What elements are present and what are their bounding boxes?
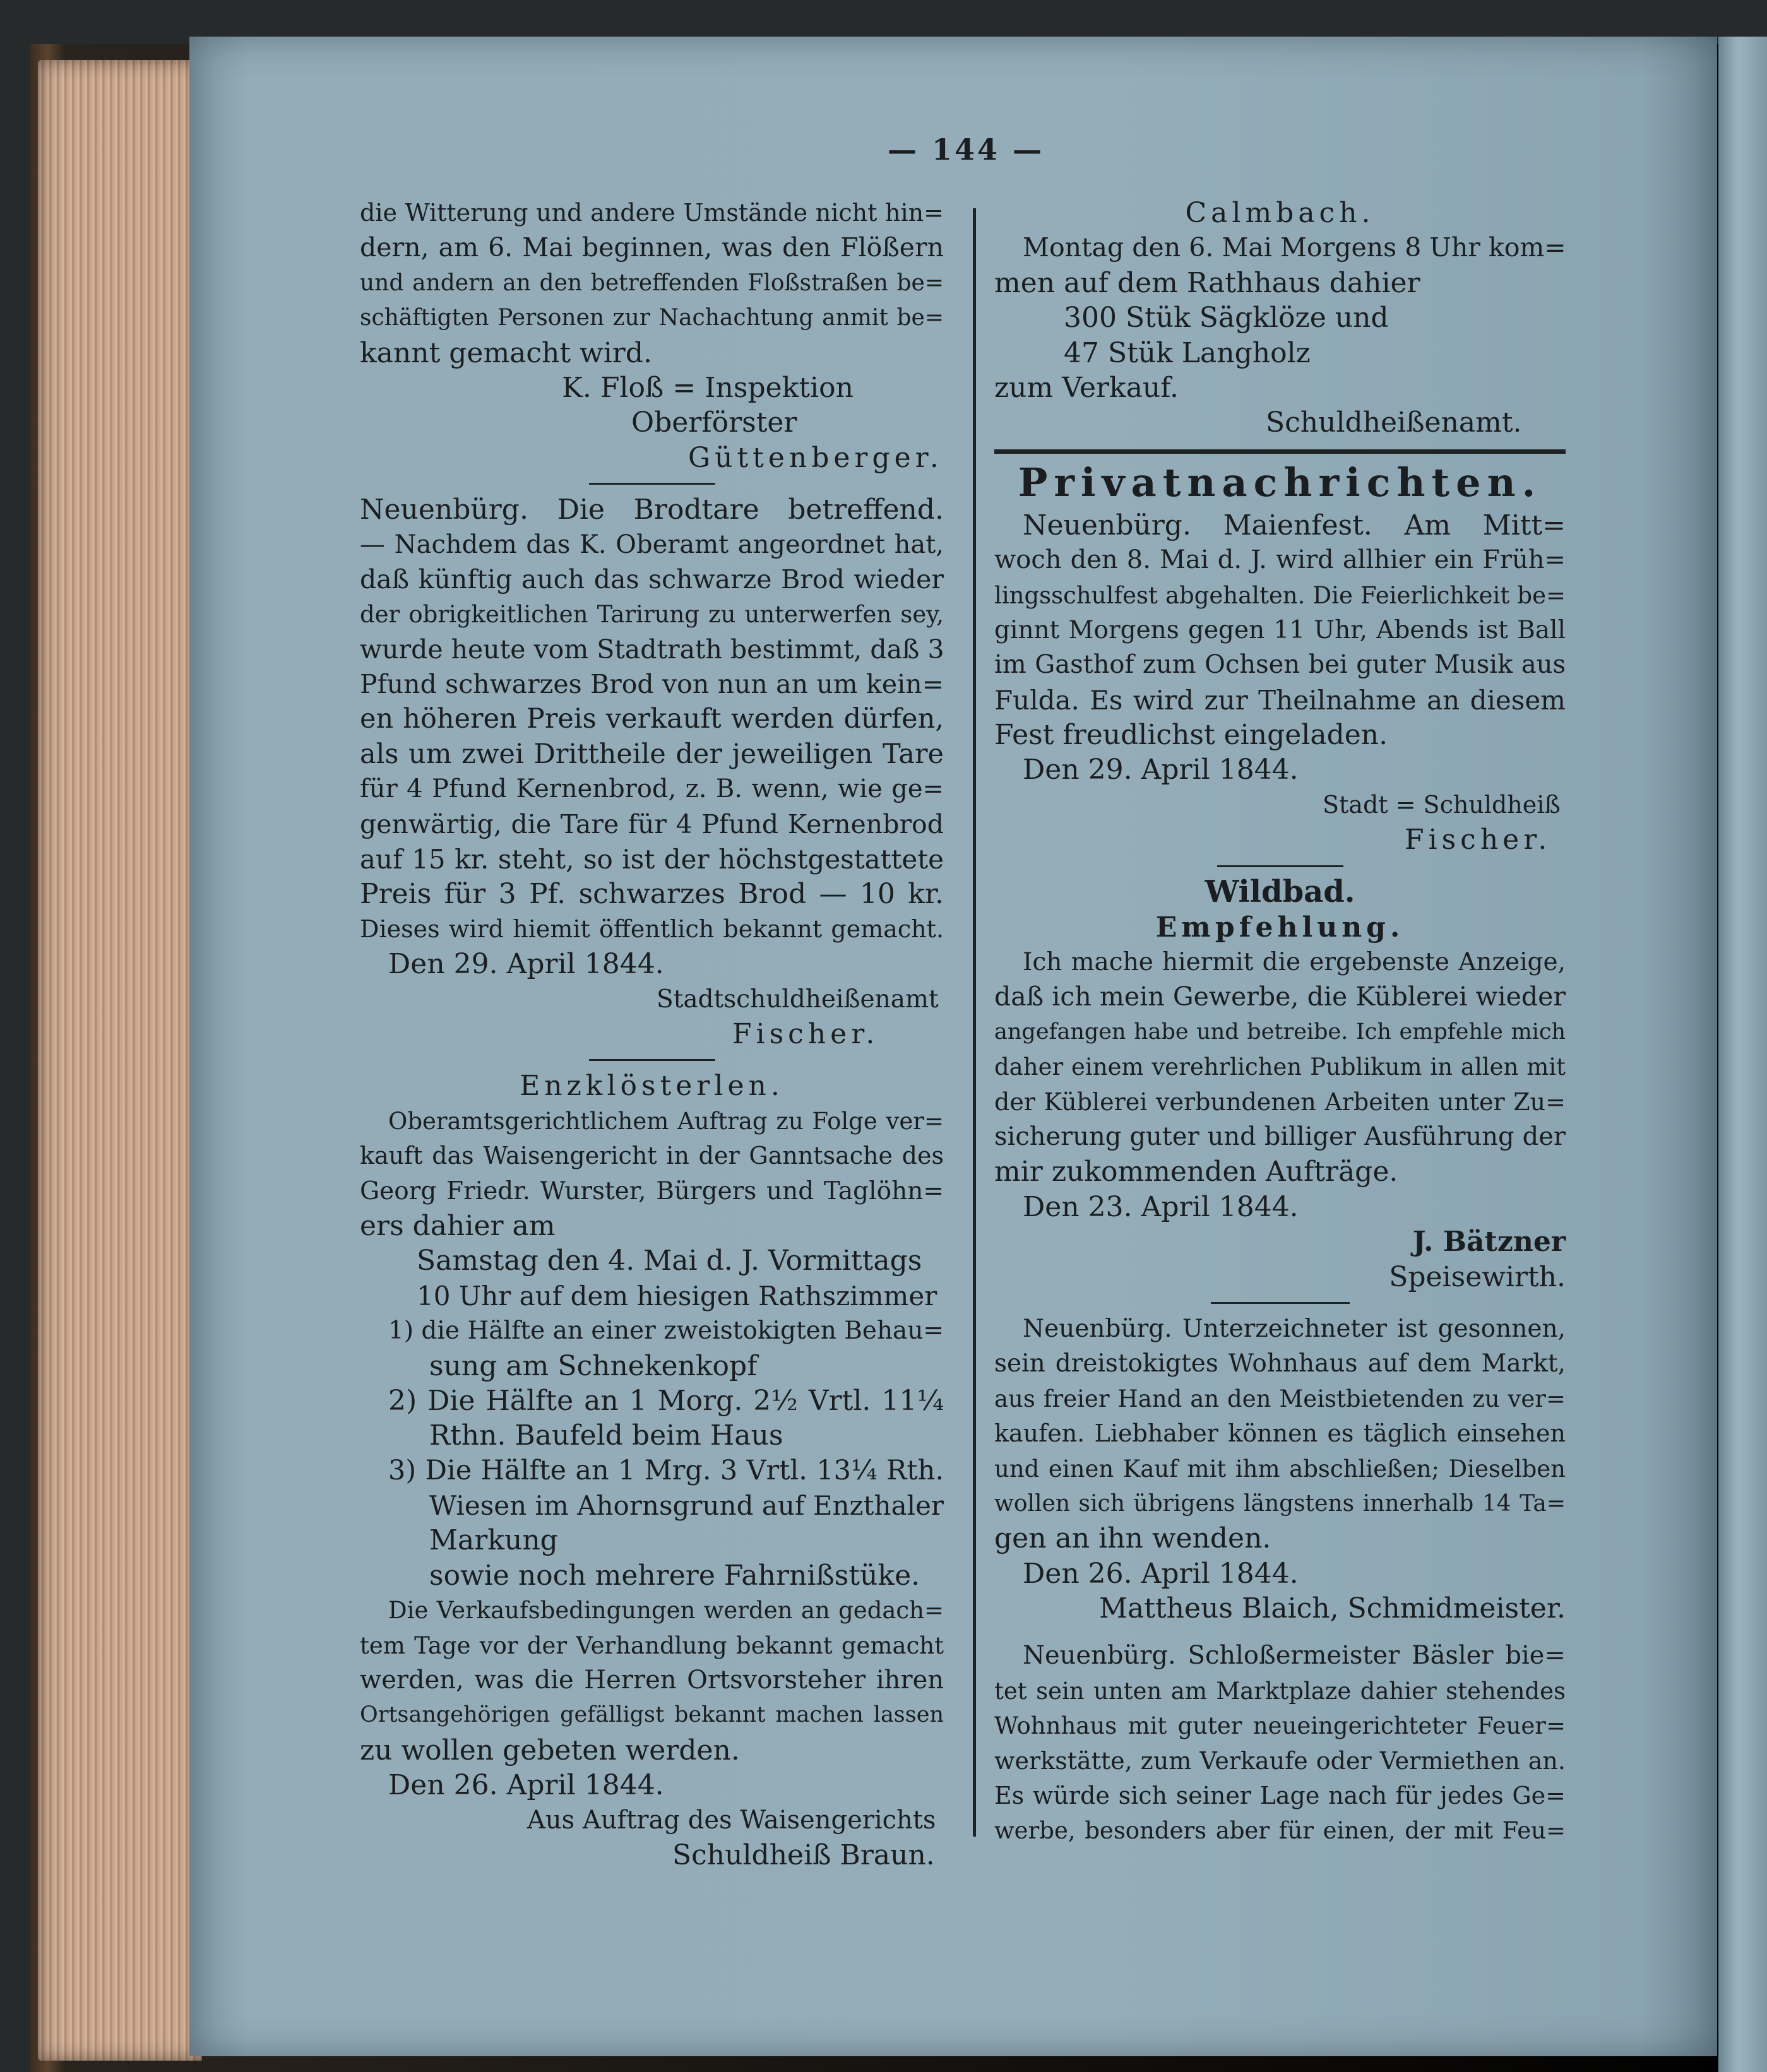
list-item: 1) die Hälfte an einer zweistokigten Behau= xyxy=(388,1317,944,1346)
text-line: Samstag den 4. Mai d. J. Vormittags xyxy=(417,1245,922,1277)
text-line: daher einem verehrlichen Publikum in allen mit xyxy=(994,1053,1566,1081)
text-line: angefangen habe und betreibe. Ich empfehle mich xyxy=(994,1019,1566,1045)
signature-line: Mattheus Blaich, Schmidmeister. xyxy=(1099,1592,1566,1625)
section-title: Wildbad. xyxy=(1205,873,1355,909)
signature-name: Fischer. xyxy=(732,1017,879,1050)
signature-line: Stadt = Schuldheiß xyxy=(1323,790,1561,819)
text-line: Georg Friedr. Wurster, Bürgers und Taglöhn= xyxy=(360,1176,944,1205)
text-line: die Witterung und andere Umstände nicht hin= xyxy=(360,199,944,227)
text-line: en höheren Preis verkauft werden dürfen, xyxy=(360,703,944,735)
text-line: zum Verkauf. xyxy=(994,371,1179,404)
text-line: Neuenbürg. Maienfest. Am Mitt= xyxy=(1023,509,1566,542)
signature-line: Aus Auftrag des Waisengerichts xyxy=(527,1805,936,1835)
text-line: und andern an den betreffenden Floßstraßen be= xyxy=(360,269,944,296)
text-line: als um zwei Drittheile der jeweiligen Tare xyxy=(360,738,944,770)
text-line: daß ich mein Gewerbe, die Küblerei wieder xyxy=(994,981,1566,1012)
separator-rule xyxy=(589,483,715,485)
section-subtitle: Empfehlung. xyxy=(1155,911,1405,944)
heavy-rule xyxy=(994,449,1566,454)
section-title: Calmbach. xyxy=(1185,197,1375,229)
text-line: dern, am 6. Mai beginnen, was den Flößern xyxy=(360,232,944,263)
list-item: Rthn. Baufeld beim Haus xyxy=(429,1419,783,1452)
text-line: kaufen. Liebhaber können es täglich einsehen xyxy=(994,1419,1566,1448)
text-line: für 4 Pfund Kernenbrod, z. B. wenn, wie ge= xyxy=(360,774,944,804)
text-line: aus freier Hand an den Meistbietenden zu ver= xyxy=(994,1385,1566,1412)
text-line: 47 Stük Langholz xyxy=(1064,336,1311,369)
date-line: Den 26. April 1844. xyxy=(388,1769,664,1802)
text-line: im Gasthof zum Ochsen bei guter Musik aus xyxy=(994,650,1566,680)
separator-rule xyxy=(589,1059,715,1061)
section-heading: Privatnachrichten. xyxy=(1018,459,1542,506)
text-line: genwärtig, die Tare für 4 Pfund Kernenbrod xyxy=(360,808,944,839)
signature-line: Schuldheißenamt. xyxy=(1266,406,1522,439)
text-line: wurde heute vom Stadtrath bestimmt, daß 3 xyxy=(360,634,944,665)
text-line: Die Verkaufsbedingungen werden an gedach= xyxy=(388,1597,944,1625)
right-page-edge xyxy=(1718,37,1767,2072)
list-item: 3) Die Hälfte an 1 Mrg. 3 Vrtl. 13¼ Rth. xyxy=(388,1454,944,1486)
signature-name: Fischer. xyxy=(1405,824,1552,856)
text-line: woch den 8. Mai d. J. wird allhier ein Früh= xyxy=(994,545,1566,575)
separator-rule xyxy=(1211,1302,1350,1304)
list-item: 2) Die Hälfte an 1 Morg. 2½ Vrtl. 11¼ xyxy=(388,1384,944,1417)
text-line: mir zukommenden Aufträge. xyxy=(994,1156,1398,1188)
text-line: ginnt Morgens gegen 11 Uhr, Abends ist Ball xyxy=(994,615,1566,644)
text-line: lingsschulfest abgehalten. Die Feierlichkeit be= xyxy=(994,581,1566,609)
text-line: kauft das Waisengericht in der Ganntsache des xyxy=(360,1142,944,1170)
text-line: Fest freudlichst eingeladen. xyxy=(994,719,1388,752)
text-line: der obrigkeitlichen Tarirung zu unterwerfen sey, xyxy=(360,601,944,629)
text-line: Ich mache hiermit die ergebenste Anzeige, xyxy=(1023,948,1566,977)
page-edges xyxy=(38,60,202,2061)
text-line: Neuenbürg. Unterzeichneter ist gesonnen, xyxy=(1023,1314,1566,1343)
text-line: werbe, besonders aber für einen, der mit Feu= xyxy=(994,1817,1566,1845)
list-item: sung am Schnekenkopf xyxy=(429,1349,758,1382)
text-line: Preis für 3 Pf. schwarzes Brod — 10 kr. xyxy=(360,878,944,911)
text-line: tet sein unten am Marktplaze dahier stehendes xyxy=(994,1677,1566,1705)
text-line: 300 Stük Sägklöze und xyxy=(1064,302,1389,334)
list-item: sowie noch mehrere Fahrnißstüke. xyxy=(429,1559,920,1592)
text-line: Montag den 6. Mai Morgens 8 Uhr kom= xyxy=(1023,232,1566,263)
signature-name: Güttenberger. xyxy=(688,441,943,474)
text-line: werden, was die Herren Ortsvorsteher ihren xyxy=(360,1666,944,1695)
signature-line: Oberförster xyxy=(631,406,797,439)
separator-rule xyxy=(1217,865,1343,867)
signature-line: K. Floß = Inspektion xyxy=(562,371,854,404)
text-line: Ortsangehörigen gefälligst bekannt machen lassen xyxy=(360,1702,944,1728)
text-line: daß künftig auch das schwarze Brod wieder xyxy=(360,564,944,595)
text-line: ers dahier am xyxy=(360,1209,556,1242)
text-line: Neuenbürg. Die Brodtare betreffend. xyxy=(360,494,944,526)
right-column xyxy=(994,196,1566,1849)
signature-line: Stadtschuldheißenamt xyxy=(657,985,939,1014)
text-line: gen an ihn wenden. xyxy=(994,1522,1271,1555)
text-line: auf 15 kr. steht, so ist der höchstgestattete xyxy=(360,844,944,875)
text-line: — Nachdem das K. Oberamt angeordnet hat, xyxy=(360,530,944,559)
text-line: tem Tage vor der Verhandlung bekannt gemacht xyxy=(360,1631,944,1659)
text-line: schäftigten Personen zur Nachachtung anmit be= xyxy=(360,305,944,331)
text-line: Es würde sich seiner Lage nach für jedes Ge= xyxy=(994,1782,1566,1810)
signature-name: Schuldheiß Braun. xyxy=(672,1838,935,1871)
text-line: kannt gemacht wird. xyxy=(360,336,652,369)
date-line: Den 29. April 1844. xyxy=(388,948,664,981)
text-line: men auf dem Rathhaus dahier xyxy=(994,266,1420,299)
text-line: Pfund schwarzes Brod von nun an um kein= xyxy=(360,669,944,700)
signature-name: J. Bätzner xyxy=(1412,1226,1566,1258)
date-line: Den 26. April 1844. xyxy=(1023,1557,1299,1590)
text-line: zu wollen gebeten werden. xyxy=(360,1734,740,1767)
section-title: Enzklösterlen. xyxy=(520,1070,784,1103)
text-line: Fulda. Es wird zur Theilnahme an diesem xyxy=(994,684,1566,716)
signature-line: Speisewirth. xyxy=(1389,1260,1566,1293)
text-line: Neuenbürg. Schloßermeister Bäsler bie= xyxy=(1023,1641,1566,1671)
text-line: und einen Kauf mit ihm abschließen; Dieselben xyxy=(994,1455,1566,1483)
date-line: Den 23. April 1844. xyxy=(1023,1190,1299,1223)
text-line: wollen sich übrigens längstens innerhalb 14 Ta= xyxy=(994,1490,1566,1517)
text-line: der Küblerei verbundenen Arbeiten unter Zu= xyxy=(994,1087,1566,1116)
list-item: Markung xyxy=(429,1524,558,1557)
column-divider xyxy=(973,208,976,1837)
text-line: werkstätte, zum Verkaufe oder Vermiethen an. xyxy=(994,1746,1566,1775)
left-column xyxy=(360,196,944,1873)
text-line: Wohnhaus mit guter neueingerichteter Feuer= xyxy=(994,1712,1566,1740)
text-line: sein dreistokigtes Wohnhaus auf dem Markt, xyxy=(994,1349,1566,1378)
page-number: — 144 — xyxy=(887,133,1045,167)
text-line: sicherung guter und billiger Ausführung der xyxy=(994,1122,1566,1151)
text-line: Oberamtsgerichtlichem Auftrag zu Folge ver= xyxy=(388,1107,944,1135)
text-line: Dieses wird hiemit öffentlich bekannt gemacht. xyxy=(360,915,944,943)
date-line: Den 29. April 1844. xyxy=(1023,754,1299,786)
text-line: 10 Uhr auf dem hiesigen Rathszimmer xyxy=(417,1280,937,1311)
list-item: Wiesen im Ahornsgrund auf Enzthaler xyxy=(429,1490,944,1522)
